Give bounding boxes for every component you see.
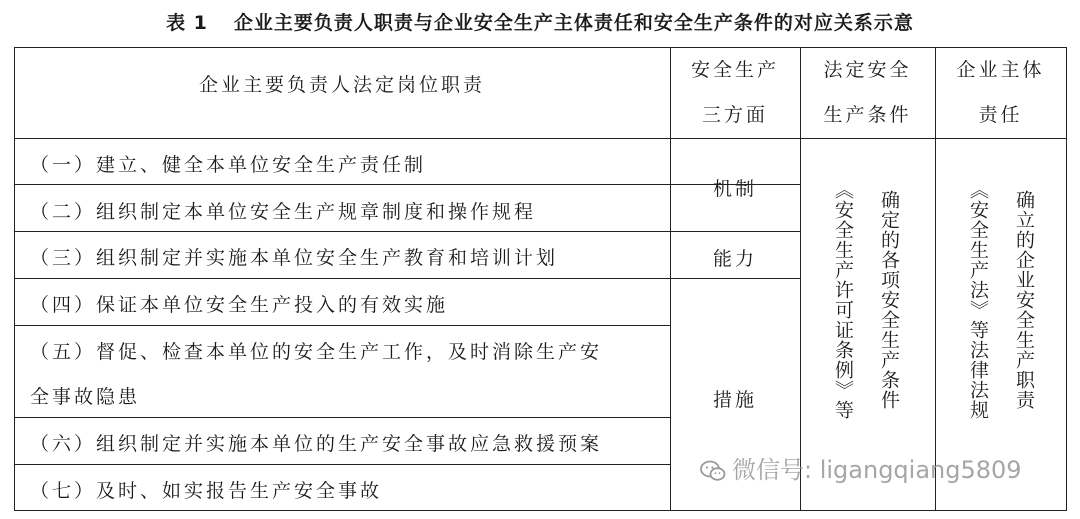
header-responsibility-line2: 责任 <box>978 104 1023 126</box>
aspect-measures: 措施 <box>712 389 757 411</box>
conditions-text-b: 《安全生产许可证条例》等 <box>832 180 854 420</box>
header-responsibility-line1: 企业主体 <box>956 59 1045 81</box>
duty-row-5a: （五）督促、检查本单位的安全生产工作，及时消除生产安 <box>30 341 603 363</box>
header-duties: 企业主要负责人法定岗位职责 <box>198 74 485 96</box>
table-number: 表 1 <box>166 12 208 34</box>
table-title-text: 企业主要负责人职责与企业安全生产主体责任和安全生产条件的对应关系示意 <box>233 12 914 34</box>
responsibility-text-a: 确立的企业安全生产职责 <box>1013 190 1035 410</box>
header-aspects-line2: 三方面 <box>701 104 768 126</box>
conditions-text-a: 确定的各项安全生产条件 <box>878 190 900 410</box>
duty-row-1: （一）建立、健全本单位安全生产责任制 <box>30 154 427 176</box>
header-conditions-line1: 法定安全 <box>823 59 912 81</box>
header-aspects-line1: 安全生产 <box>690 59 779 81</box>
watermark-text: 微信号: ligangqiang5809 <box>732 456 1022 484</box>
duty-row-7: （七）及时、如实报告生产安全事故 <box>30 480 383 502</box>
table-title <box>0 8 1080 35</box>
aspect-mechanism: 机制 <box>712 178 757 200</box>
duty-row-2: （二）组织制定本单位安全生产规章制度和操作规程 <box>30 201 537 223</box>
wechat-icon <box>700 460 726 482</box>
duty-row-5b: 全事故隐患 <box>30 386 141 408</box>
duty-row-6: （六）组织制定并实施本单位的生产安全事故应急救援预案 <box>30 433 603 455</box>
responsibility-text-b: 《安全生产法》等法律法规 <box>967 180 989 420</box>
watermark <box>700 450 1022 485</box>
aspect-capability: 能力 <box>712 248 757 270</box>
duty-row-4: （四）保证本单位安全生产投入的有效实施 <box>30 294 449 316</box>
duty-row-3: （三）组织制定并实施本单位安全生产教育和培训计划 <box>30 247 559 269</box>
header-conditions-line2: 生产条件 <box>823 104 912 126</box>
